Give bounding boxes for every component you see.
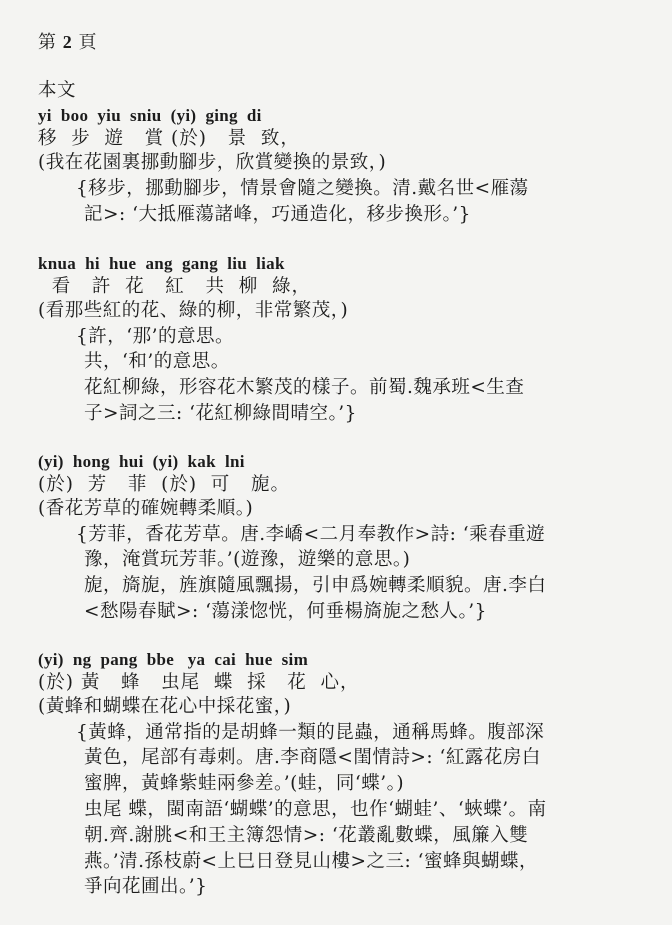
stanza-2-note-line: {許，‘那’的意思。 — [76, 326, 235, 347]
stanza-4-romanization: (yi) ng pang bbe ya cai hue sim — [38, 650, 309, 669]
page-label-prefix: 第 — [38, 32, 57, 53]
stanza-3-romanization: (yi) hong hui (yi) kak lni — [38, 452, 245, 471]
stanza-4-note-line: {黃蜂，通常指的是胡蜂一類的昆蟲，通稱馬蜂。腹部深 — [76, 722, 545, 743]
stanza-3-note-line: {芳菲，香花芳草。唐.李嶠<二月奉教作>詩: ‘乘春重遊 — [76, 524, 546, 545]
page-number-value: 2 — [62, 32, 73, 52]
stanza-2-translation: (看那些紅的花、綠的柳，非常繁茂，) — [38, 300, 349, 321]
stanza-2-note-line: 子>詞之三: ‘花紅柳綠間晴空。’} — [84, 403, 357, 424]
stanza-3-note-line: <愁陽春賦>: ‘蕩漾惚恍，何垂楊旖旎之愁人。’} — [84, 601, 487, 622]
page-number — [38, 31, 97, 54]
stanza-4-note-line: 朝.齊.謝朓<和王主簿怨情>: ‘花叢亂數蝶，風簾入雙 — [84, 825, 529, 846]
stanza-3-note-line: 豫，淹賞玩芳菲。’(遊豫，遊樂的意思。) — [84, 549, 411, 570]
stanza-1-note-line: {移步，挪動腳步，情景會隨之變換。清.戴名世<雁蕩 — [76, 178, 529, 199]
stanza-2-characters: 看 許 花 紅 共 柳 綠， — [38, 276, 311, 297]
stanza-1-romanization: yi boo yiu sniu (yi) ging di — [38, 106, 262, 125]
stanza-4-note-line: 燕。’清.孫枝蔚<上巳日登見山樓>之三: ‘蜜蜂與蝴蝶， — [84, 851, 539, 872]
stanza-1-translation: (我在花園裏挪動腳步，欣賞變換的景致，) — [38, 152, 387, 173]
stanza-4-translation: (黃蜂和蝴蝶在花心中採花蜜，) — [38, 696, 292, 717]
stanza-4-note-line: 黃色，尾部有毒刺。唐.李商隱<閨情詩>: ‘紅露花房白 — [84, 747, 541, 768]
section-title: 本文 — [38, 80, 77, 101]
stanza-4-note-line: 爭向花圃出。’} — [84, 876, 208, 897]
stanza-2-romanization: knua hi hue ang gang liu liak — [38, 254, 285, 273]
page-label-suffix: 頁 — [78, 32, 97, 53]
stanza-4-note-line: 虫尾 蝶，閩南語‘蝴蝶’的意思，也作‘蝴蛙’、‘蛺蝶’。南 — [84, 799, 547, 820]
stanza-3-characters: (於) 芳 菲 (於) 可 旎。 — [38, 474, 290, 495]
stanza-2-note-line: 共，‘和’的意思。 — [84, 351, 230, 372]
stanza-3-note-line: 旎，旖旎，旌旗隨風飄揚，引申爲婉轉柔順貌。唐.李白 — [84, 575, 547, 596]
stanza-3-translation: (香花芳草的確婉轉柔順。) — [38, 498, 254, 519]
stanza-1-note-line: 記>: ‘大抵雁蕩諸峰，巧通造化，移步換形。’} — [84, 204, 471, 225]
stanza-1-characters: 移 步 遊 賞 (於) 景 致， — [38, 128, 300, 149]
stanza-4-characters: (於) 黃 蜂 虫尾 蝶 採 花 心， — [38, 672, 360, 693]
stanza-2-note-line: 花紅柳綠，形容花木繁茂的樣子。前蜀.魏承班<生查 — [84, 377, 525, 398]
stanza-4-note-line: 蜜脾，黃蜂紫蛙兩參差。’(蛙，同‘蝶’。) — [84, 773, 405, 794]
